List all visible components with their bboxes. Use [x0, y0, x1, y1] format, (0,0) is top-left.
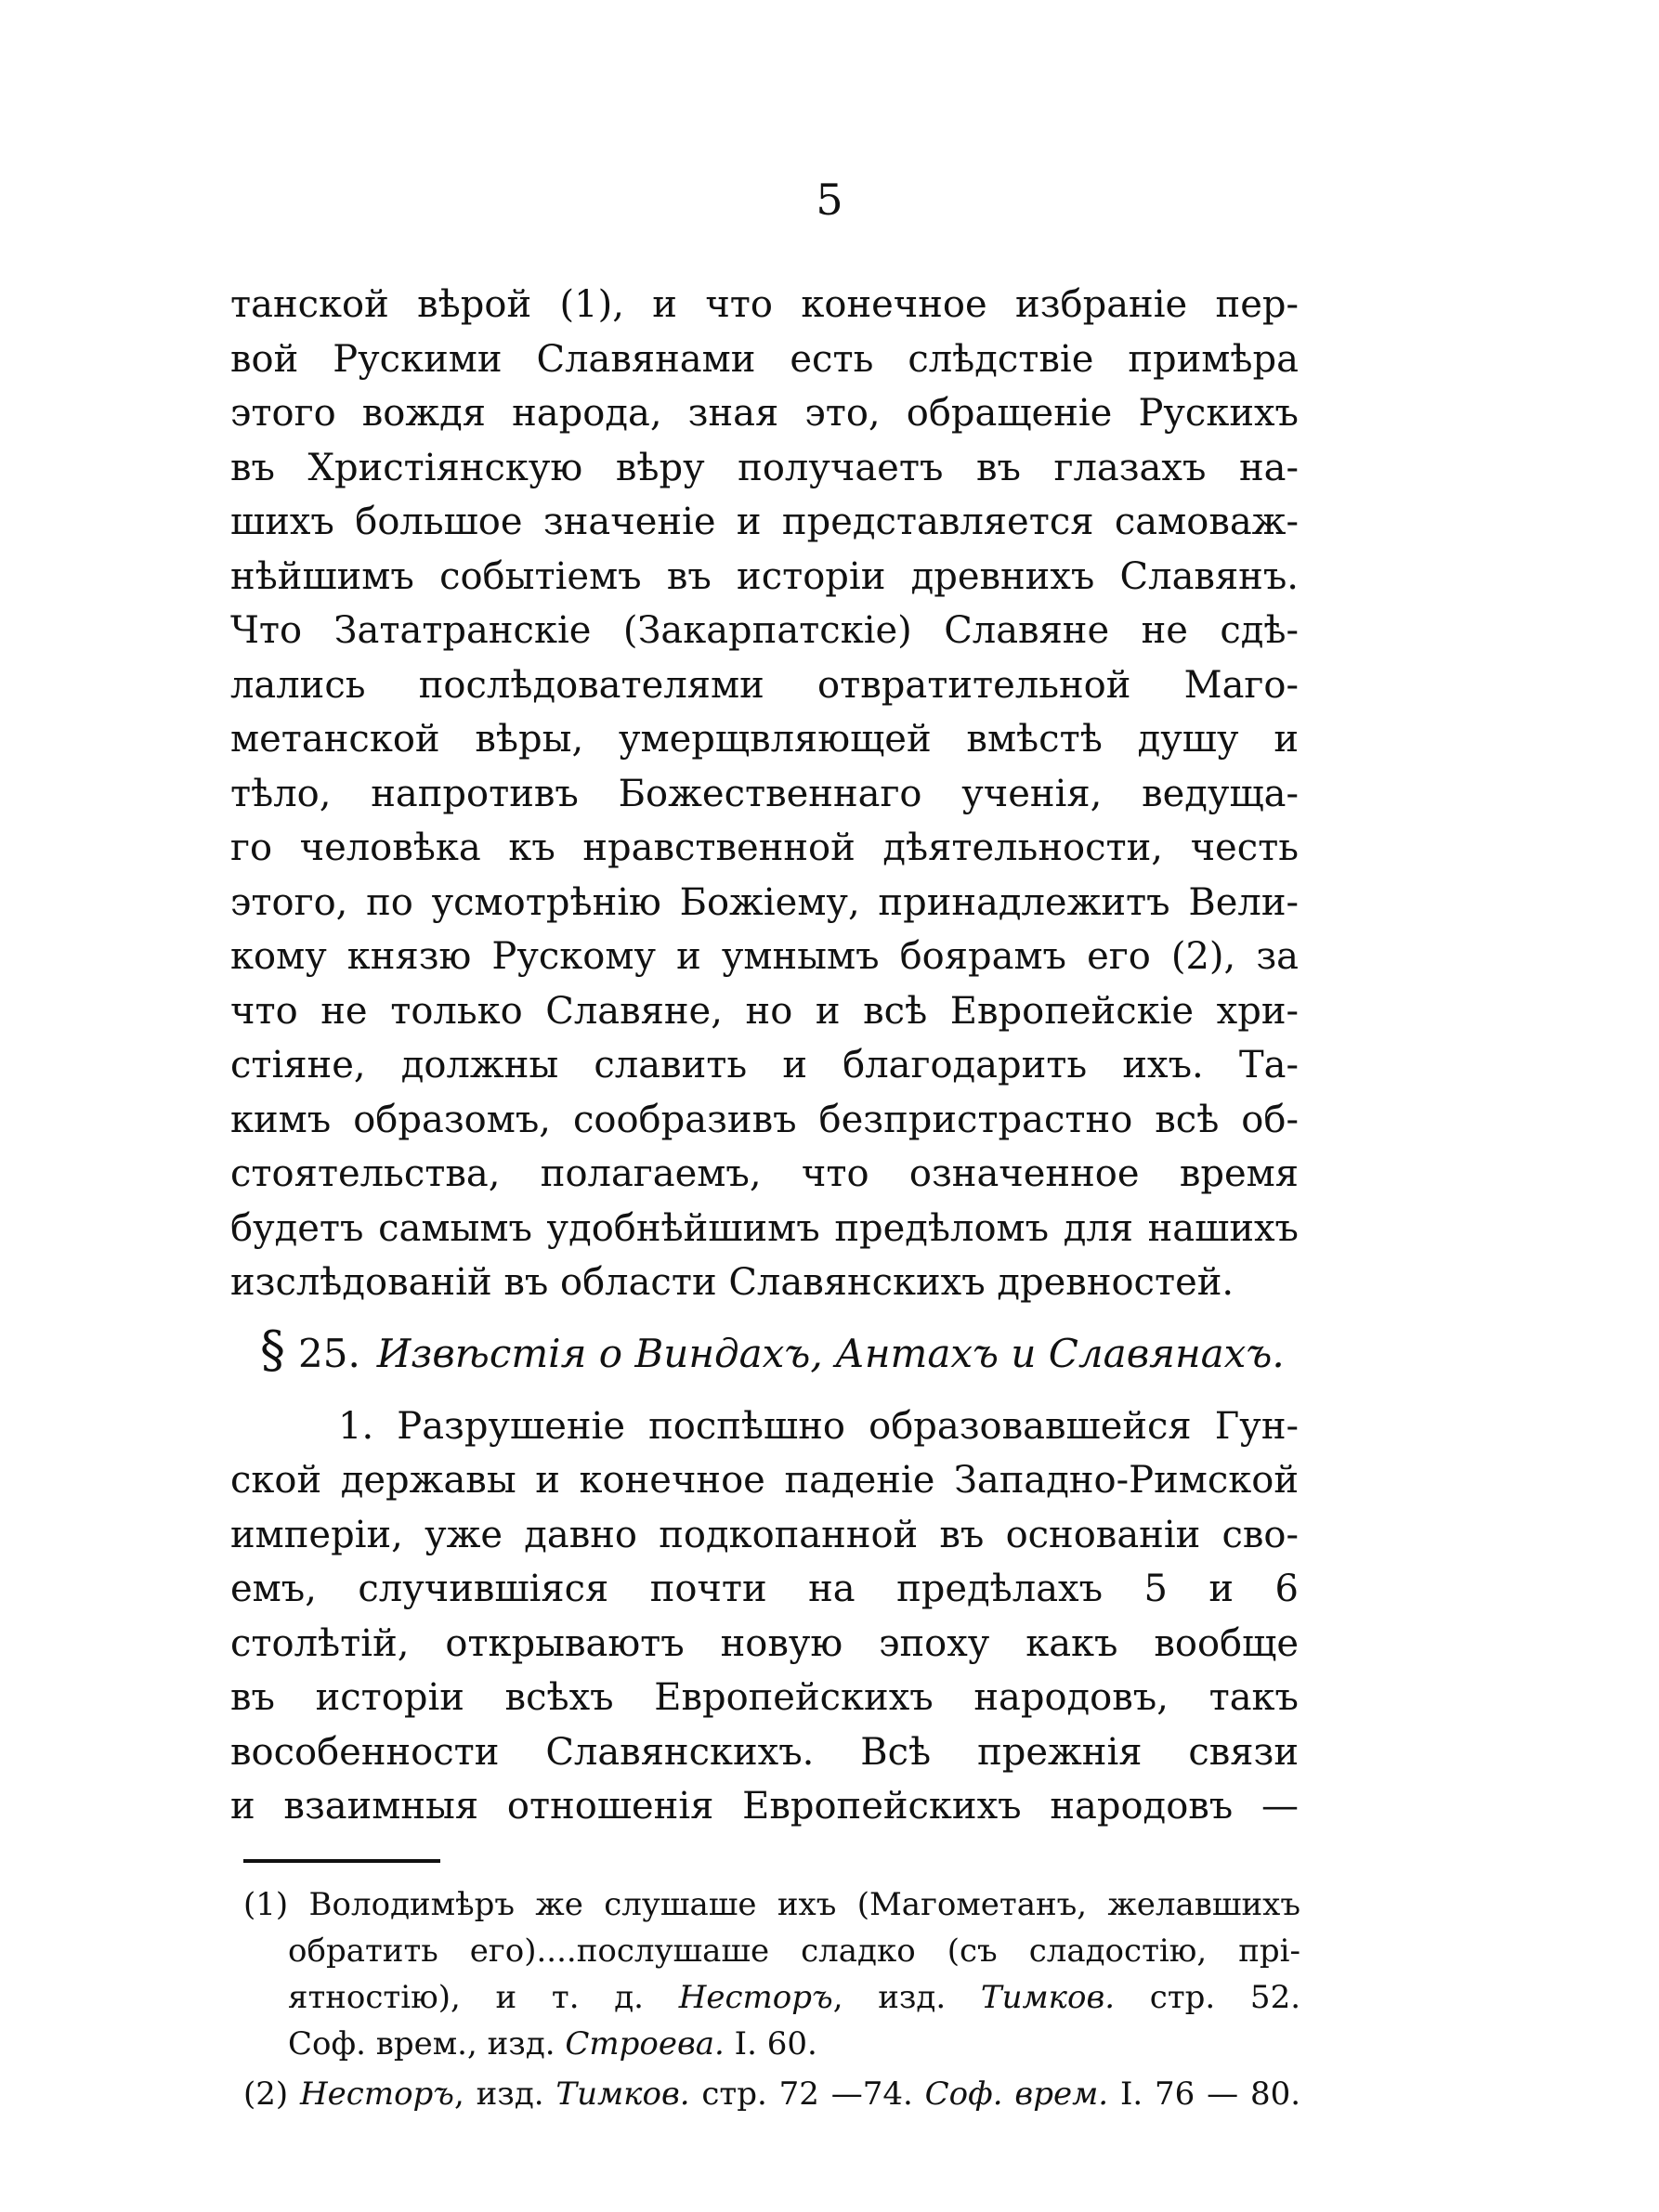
- body-line: стоятельства, полагаемъ, что означенное время: [230, 1152, 1299, 1195]
- paragraph-line: емъ, случившіяся почти на предѣлахъ 5 и 6: [230, 1568, 1299, 1610]
- paragraph-line: 1. Разрушеніе поспѣшно образовавшейся Гун-: [338, 1405, 1299, 1448]
- body-line: го человѣка къ нравственной дѣятельности, честь: [230, 826, 1299, 869]
- footnote-1-line: обратить его)....послушаше сладко (съ сладостію, прі-: [288, 1932, 1300, 1970]
- fn1-text: ятностію), и т. д.: [288, 1979, 644, 2016]
- fn1-page: стр. 52.: [1149, 1979, 1301, 2016]
- paragraph-line: столѣтій, открываютъ новую эпоху какъ вообще: [230, 1622, 1299, 1665]
- body-line: изслѣдованій въ области Славянскихъ древностей.: [230, 1261, 1234, 1304]
- body-line: тѣло, напротивъ Божественнаго ученія, ведуща-: [230, 773, 1299, 815]
- section-symbol: §: [260, 1321, 285, 1379]
- body-line: танской вѣрой (1), и что конечное избраніе пер-: [230, 283, 1299, 326]
- body-line: метанской вѣры, умерщвляющей вмѣстѣ душу и: [230, 718, 1299, 761]
- paragraph-line: въ исторіи всѣхъ Европейскихъ народовъ, такъ: [230, 1676, 1299, 1719]
- paragraph-line: ской державы и конечное паденіе Западно-Римской: [230, 1459, 1299, 1502]
- section-number: 25.: [298, 1331, 360, 1376]
- fn1-editor: Тимков.: [980, 1979, 1116, 2016]
- section-title: Извѣстія о Виндахъ, Антахъ и Славянахъ.: [376, 1331, 1285, 1376]
- body-line: нѣйшимъ событіемъ въ исторіи древнихъ Славянъ.: [230, 555, 1299, 598]
- footnote-2-line: [243, 2073, 1300, 2115]
- body-line: кому князю Рускому и умнымъ боярамъ его (2), за: [230, 935, 1299, 978]
- fn2-mark: (2): [243, 2075, 289, 2113]
- fn1-text: , изд.: [832, 1979, 947, 2016]
- body-line: въ Христіянскую вѣру получаетъ въ глазахъ на-: [230, 447, 1299, 489]
- body-line: Что Зататранскіе (Закарпатскіе) Славяне не сдѣ-: [230, 609, 1299, 652]
- fn1-editor: Строева.: [565, 2025, 725, 2062]
- fn1-page: I. 60.: [734, 2025, 817, 2062]
- footnote-rule: [243, 1859, 440, 1863]
- fn2-page: стр. 72 —74.: [701, 2075, 913, 2113]
- section-heading: [260, 1321, 1285, 1379]
- body-line: будетъ самымъ удобнѣйшимъ предѣломъ для нашихъ: [230, 1207, 1299, 1250]
- fn1-text: Соф. врем., изд.: [288, 2025, 555, 2062]
- paragraph-line: и взаимныя отношенія Европейскихъ народовъ —: [230, 1785, 1299, 1828]
- fn2-source: Соф. врем.: [924, 2075, 1109, 2113]
- page-number: 5: [816, 175, 843, 225]
- body-line: шихъ большое значеніе и представляется самоваж-: [230, 501, 1299, 543]
- footnote-1-line: [288, 1976, 1300, 2019]
- footnote-1-line: (1) Володимѣръ же слушаше ихъ (Магометанъ, желавшихъ: [243, 1886, 1300, 1923]
- fn2-author: Несторъ: [300, 2075, 454, 2113]
- fn1-author: Несторъ: [678, 1979, 833, 2016]
- body-line: кимъ образомъ, сообразивъ безпристрастно всѣ об-: [230, 1099, 1299, 1141]
- body-line: что не только Славяне, но и всѣ Европейскіе хри-: [230, 990, 1299, 1033]
- body-line: вой Рускими Славянами есть слѣдствіе примѣра: [230, 338, 1299, 381]
- body-line: этого вождя народа, зная это, обращеніе Рускихъ: [230, 392, 1299, 435]
- fn2-text: , изд.: [453, 2075, 544, 2113]
- footnote-1-line: [288, 2023, 1300, 2065]
- body-line: стіяне, должны славить и благодарить ихъ. Та-: [230, 1044, 1299, 1086]
- paragraph-line: имперіи, уже давно подкопанной въ основаніи сво-: [230, 1514, 1299, 1556]
- body-line: этого, по усмотрѣнію Божіему, принадлежитъ Вели-: [230, 881, 1299, 924]
- fn2-page: I. 76 — 80.: [1119, 2075, 1301, 2113]
- fn2-editor: Тимков.: [555, 2075, 690, 2113]
- body-line: лались послѣдователями отвратительной Маго-: [230, 664, 1299, 707]
- paragraph-line: вособенности Славянскихъ. Всѣ прежнія связи: [230, 1731, 1299, 1774]
